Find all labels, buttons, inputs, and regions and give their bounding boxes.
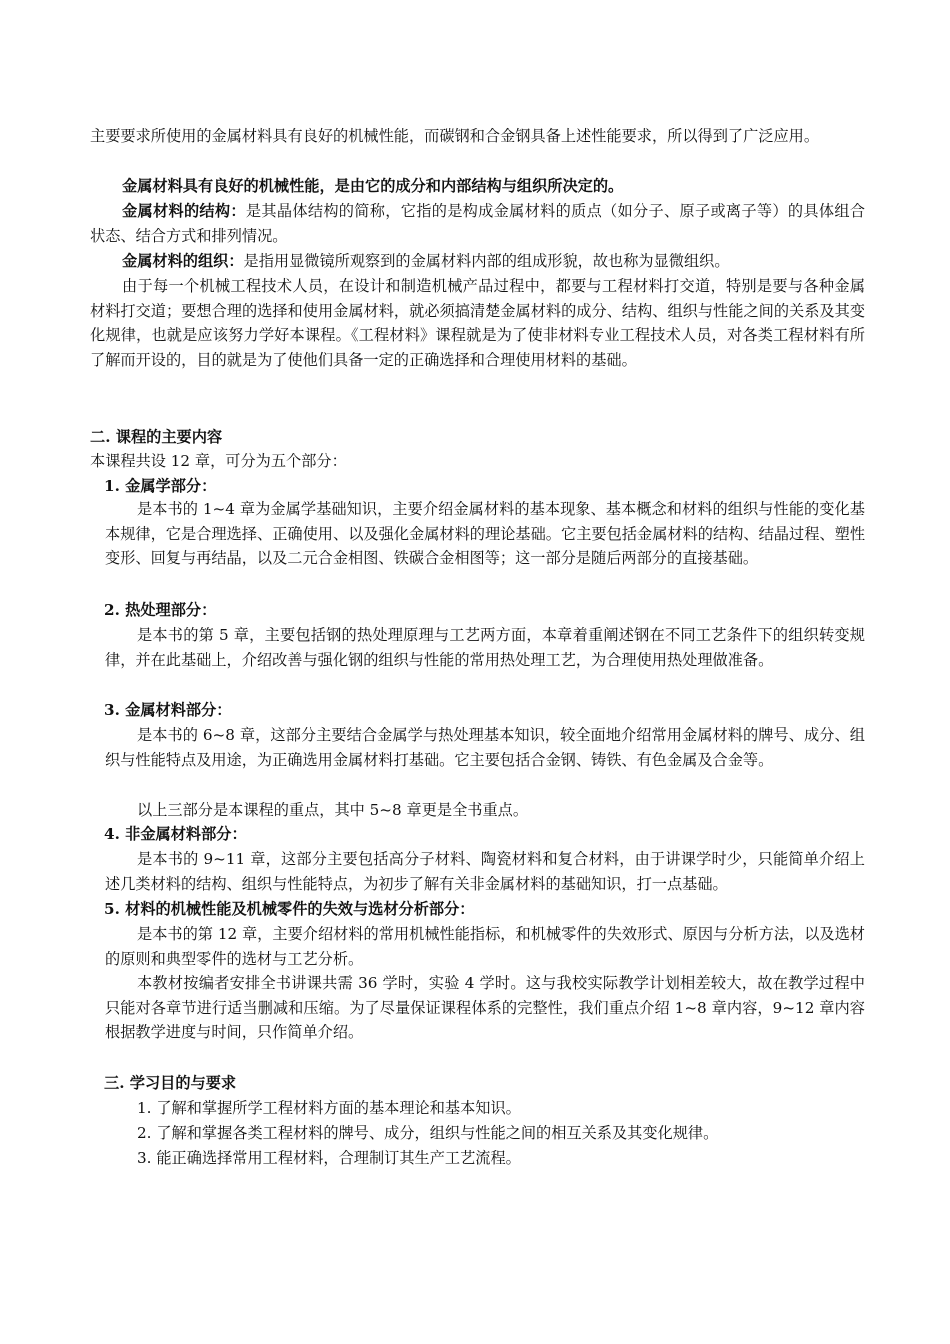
intro-course-motivation: 由于每一个机械工程技术人员，在设计和制造机械产品过程中，都要与工程材料打交道，特别是要与各种金属材料打交道；要想合理的选择和使用金属材料，就必须搞清楚金属材料的成分、结构、组织与性能之间的关系及其变化规律，也就是应该努力学好本课程。《工程材料》课程就是为了使非材料专业工程技术人员，对各类工程材料有所了解而开设的，目的就是为了使他们具备一定的正确选择和合理使用材料的基础。 <box>90 277 865 369</box>
structure-label: 金属材料的结构： <box>122 202 246 220</box>
intro-microstructure-definition <box>90 249 865 274</box>
goal-item-1: 1. 了解和掌握所学工程材料方面的基本理论和基本知识。 <box>137 1099 521 1117</box>
part-2-text: 是本书的第 5 章，主要包括钢的热处理原理与工艺两方面，本章着重阐述钢在不同工艺条件下的组织转变规律，并在此基础上，介绍改善与强化钢的组织与性能的常用热处理工艺，为合理使用热处理做准备。 <box>105 626 865 669</box>
part-3-text: 是本书的 6~8 章，这部分主要结合金属学与热处理基本知识，较全面地介绍常用金属材料的牌号、成分、组织与性能特点及用途，为正确选用金属材料打基础。它主要包括合金钢、铸铁、有色金属及合金等。 <box>105 726 865 769</box>
part-2-title: 2. 热处理部分： <box>104 601 217 619</box>
intro-paragraph-0: 主要要求所使用的金属材料具有良好的机械性能，而碳钢和合金钢具备上述性能要求，所以得到了广泛应用。 <box>90 127 819 145</box>
intro-structure-definition <box>90 199 865 248</box>
part-1-title: 1. 金属学部分： <box>104 477 217 495</box>
microstructure-text: 是指用显微镜所观察到的金属材料内部的组成形貌，故也称为显微组织。 <box>243 252 730 270</box>
goal-item-3: 3. 能正确选择常用工程材料，合理制订其生产工艺流程。 <box>137 1149 521 1167</box>
part-5-title: 5. 材料的机械性能及机械零件的失效与选材分析部分： <box>104 900 475 918</box>
structure-text: 是其晶体结构的简称，它指的是构成金属材料的质点（如分子、原子或离子等）的具体组合状态、结合方式和排列情况。 <box>90 202 866 245</box>
part-3-title: 3. 金属材料部分： <box>104 701 232 719</box>
part-1-text: 是本书的 1~4 章为金属学基础知识，主要介绍金属材料的基本现象、基本概念和材料的组织与性能的变化基本规律，它是合理选择、正确使用、以及强化金属材料的理论基础。它主要包括金属材料的结构、结晶过程、塑性变形、回复与再结晶，以及二元合金相图、铁碳合金相图等；这一部分是随后两部分的直接基础。 <box>105 500 865 567</box>
part-5-text: 是本书的第 12 章，主要介绍材料的常用机械性能指标，和机械零件的失效形式、原因与分析方法，以及选材的原则和典型零件的选材与工艺分析。 <box>105 925 865 968</box>
microstructure-label: 金属材料的组织： <box>122 252 244 270</box>
part-4-title: 4. 非金属材料部分： <box>104 825 247 843</box>
part-4-text: 是本书的 9~11 章，这部分主要包括高分子材料、陶瓷材料和复合材料，由于讲课学时少，只能简单介绍上述几类材料的结构、组织与性能特点，为初步了解有关非金属材料的基础知识，打一点基础。 <box>105 850 865 893</box>
section-2-intro: 本课程共设 12 章，可分为五个部分： <box>90 452 347 470</box>
part-5-note: 本教材按编者安排全书讲课共需 36 学时，实验 4 学时。这与我校实际教学计划相差较大，故在教学过程中只能对各章节进行适当删减和压缩。为了尽量保证课程体系的完整性，我们重点介绍 1~8 章内容，9~12 章内容根据教学进度与时间，只作简单介绍。 <box>105 974 865 1041</box>
intro-key-statement: 金属材料具有良好的机械性能，是由它的成分和内部结构与组织所决定的。 <box>122 177 624 195</box>
part-3-note: 以上三部分是本课程的重点，其中 5~8 章更是全书重点。 <box>137 801 529 819</box>
section-3-heading: 三. 学习目的与要求 <box>104 1074 237 1092</box>
goal-item-2: 2. 了解和掌握各类工程材料的牌号、成分，组织与性能之间的相互关系及其变化规律。 <box>137 1124 719 1142</box>
section-2-heading: 二. 课程的主要内容 <box>90 428 223 446</box>
